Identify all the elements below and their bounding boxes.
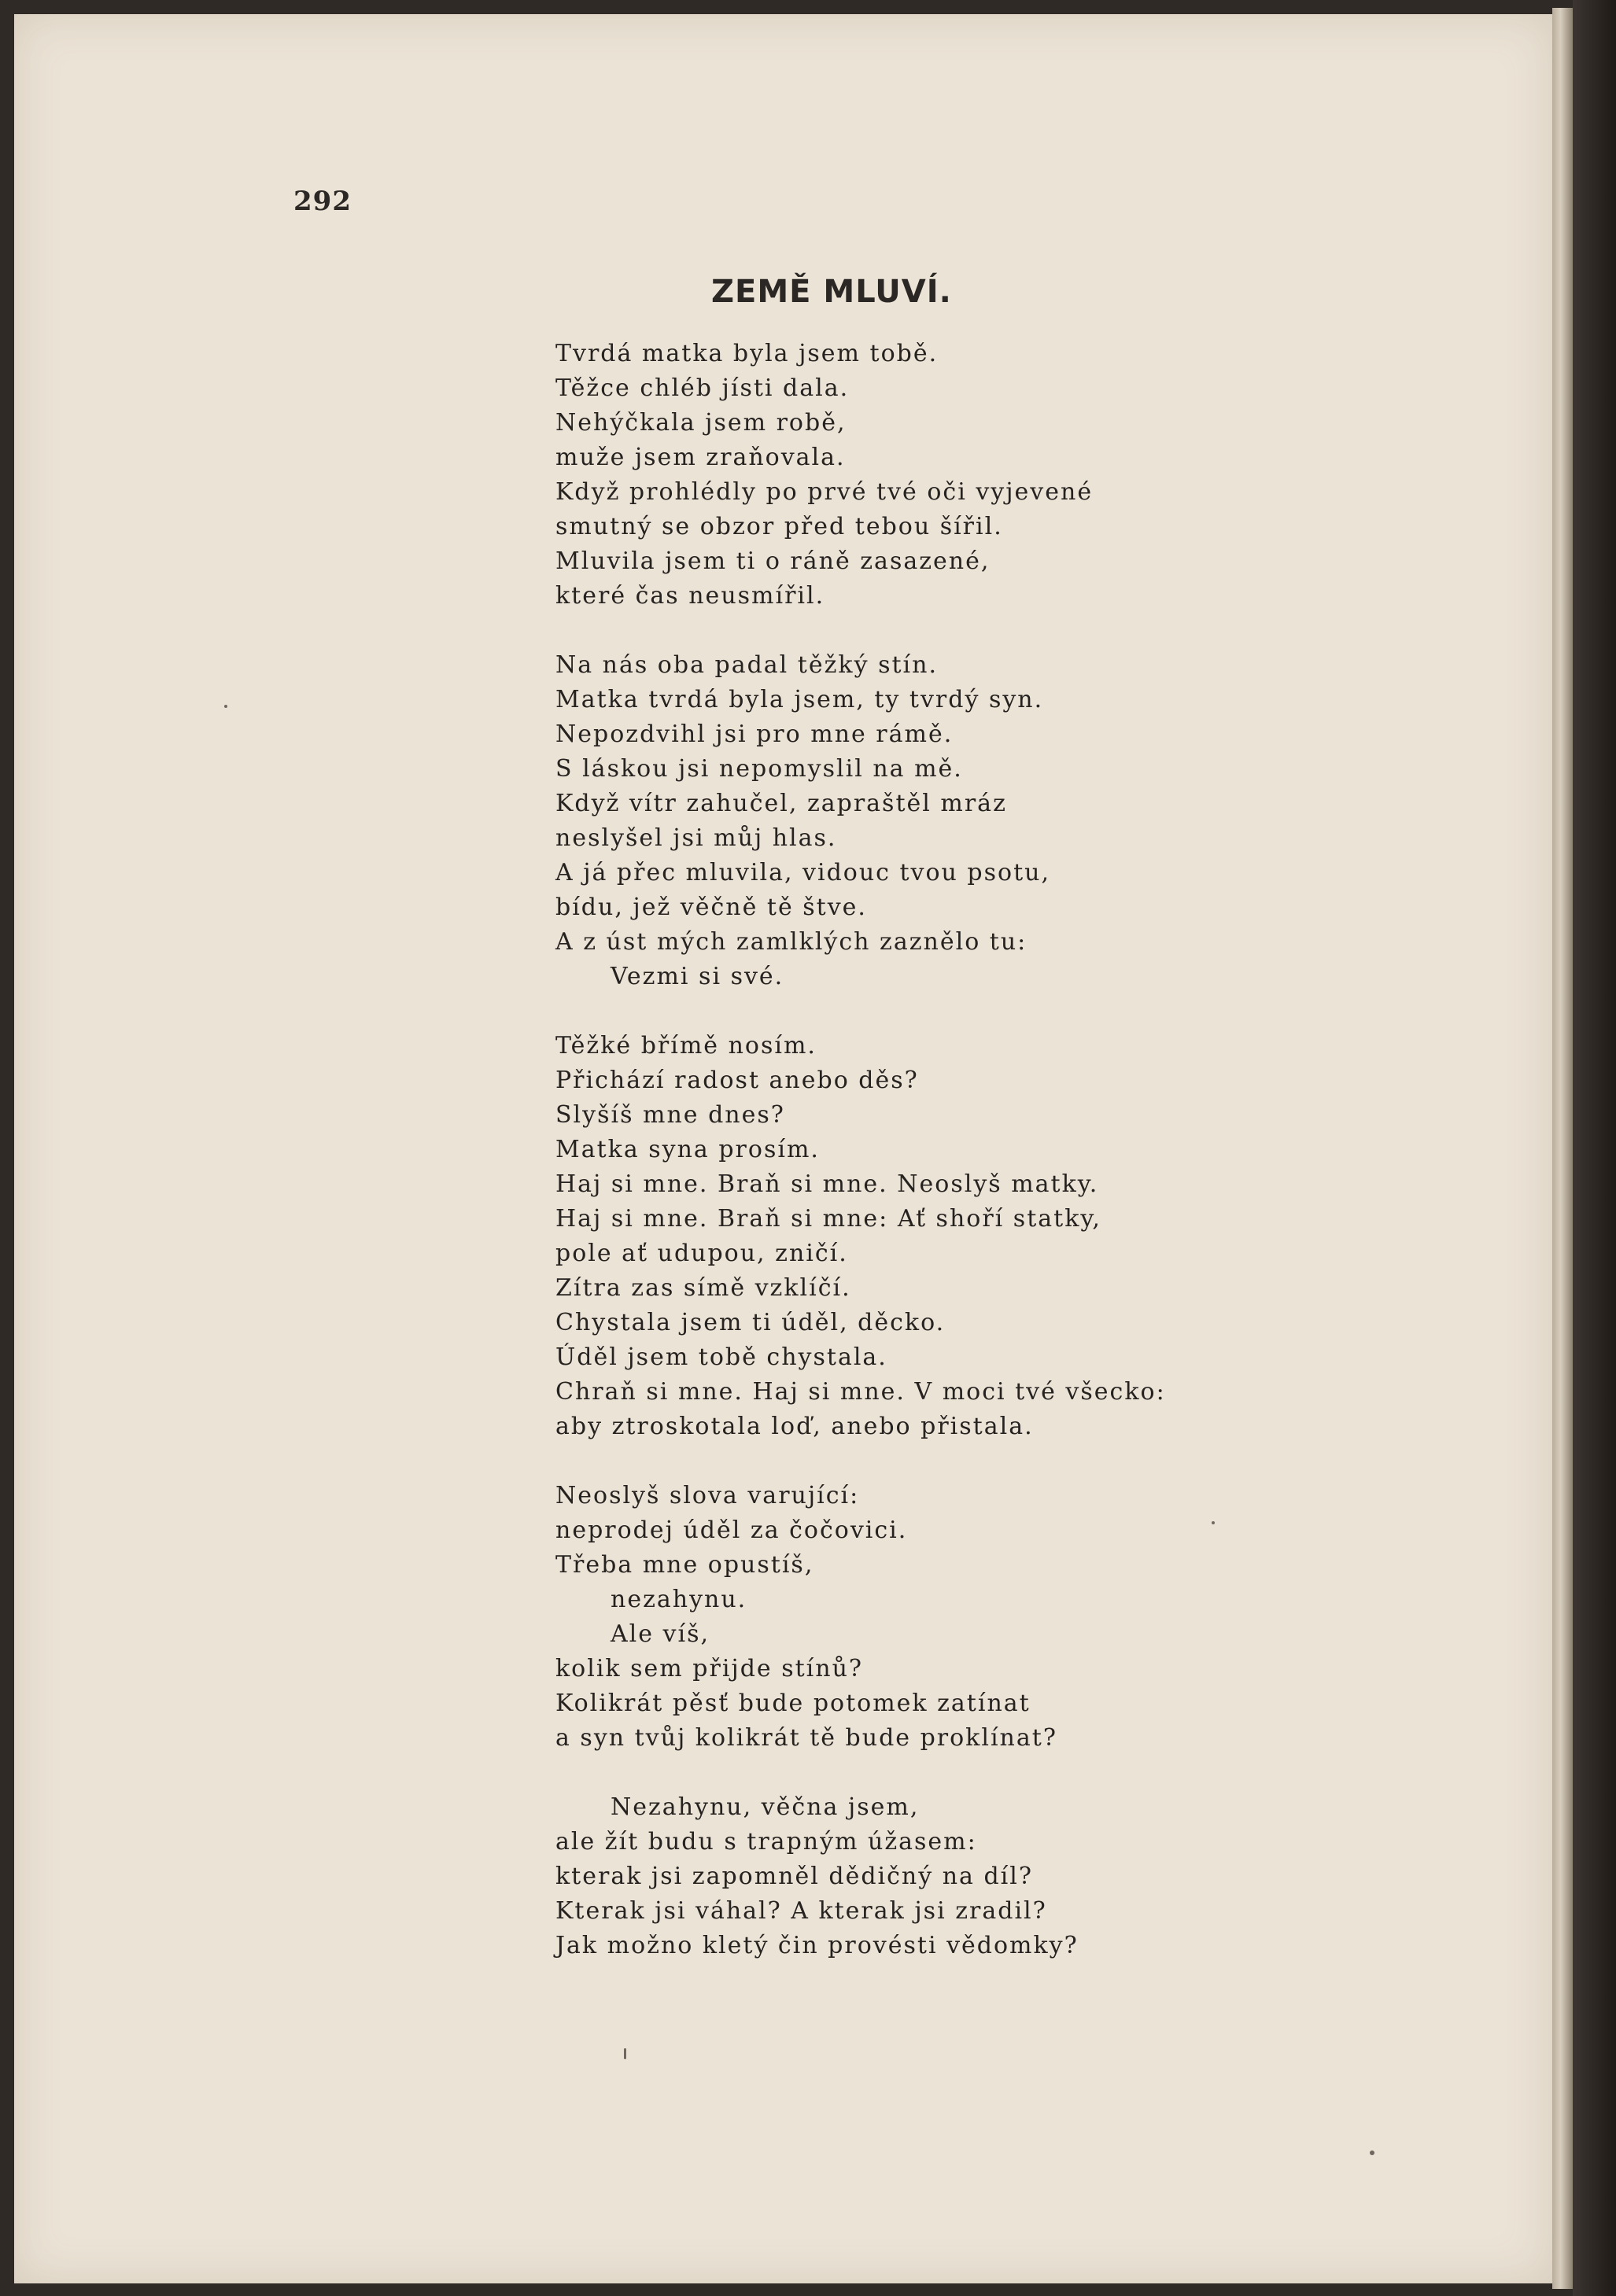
stanza	[555, 1029, 1166, 1444]
poem-line: bídu, jež věčně tě štve.	[555, 894, 867, 921]
stanza	[555, 1479, 1166, 1756]
poem-line: Mluvila jsem ti o ráně zasazené,	[555, 547, 991, 575]
poem-line: Kolikrát pěsť bude potomek zatínat	[555, 1690, 1031, 1717]
poem-line: ale žít budu s trapným úžasem:	[555, 1828, 977, 1856]
poem-line: a syn tvůj kolikrát tě bude proklínat?	[555, 1724, 1057, 1752]
poem-line: Tvrdá matka byla jsem tobě.	[555, 340, 939, 367]
poem-line: kolik sem přijde stínů?	[555, 1655, 863, 1682]
poem-line: Nepozdvihl jsi pro mne rámě.	[555, 720, 954, 748]
poem-line: Třeba mne opustíš,	[555, 1551, 814, 1579]
poem-line: Neoslyš slova varující:	[555, 1482, 860, 1509]
poem-line: Jak možno kletý čin provésti vědomky?	[555, 1932, 1079, 1959]
poem-line: A já přec mluvila, vidouc tvou psotu,	[555, 859, 1050, 886]
page-number: 292	[293, 186, 352, 217]
poem-line: Přichází radost anebo děs?	[555, 1067, 919, 1094]
poem-line: Chystala jsem ti úděl, děcko.	[555, 1309, 946, 1336]
stanza	[555, 1790, 1166, 1963]
poem-line: Úděl jsem tobě chystala.	[555, 1343, 887, 1371]
book-spine	[1573, 0, 1616, 2296]
paper-speck	[624, 2048, 626, 2059]
poem-line: nezahynu.	[611, 1586, 747, 1613]
poem-line: Haj si mne. Braň si mne: Ať shoří statky,	[555, 1205, 1101, 1233]
poem-line: S láskou jsi nepomyslil na mě.	[555, 755, 963, 783]
poem-line: Vezmi si své.	[611, 963, 784, 990]
poem-line: Haj si mne. Braň si mne. Neoslyš matky.	[555, 1170, 1099, 1198]
poem-line: pole ať udupou, zničí.	[555, 1240, 848, 1267]
poem-line: Nezahynu, věčna jsem,	[611, 1793, 920, 1821]
poem-line: muže jsem zraňovala.	[555, 444, 846, 471]
poem-line: Nehýčkala jsem robě,	[555, 409, 847, 437]
poem-line: které čas neusmířil.	[555, 582, 825, 610]
poem-line: Těžké břímě nosím.	[555, 1032, 817, 1060]
paper-speck	[1370, 2150, 1374, 2155]
stanza	[555, 648, 1166, 994]
poem-line: smutný se obzor před tebou šířil.	[555, 513, 1003, 540]
poem-line: neprodej úděl za čočovici.	[555, 1517, 908, 1544]
poem-line: A z úst mých zamlklých zaznělo tu:	[555, 928, 1028, 956]
poem-title: ZEMĚ MLUVÍ.	[711, 274, 952, 310]
poem-line: Těžce chléb jísti dala.	[555, 374, 850, 402]
poem-line: Když vítr zahučel, zapraštěl mráz	[555, 790, 1007, 817]
poem-line: Když prohlédly po prvé tvé oči vyjevené	[555, 478, 1094, 506]
page-edge	[1552, 8, 1573, 2289]
poem-line: aby ztroskotala loď, anebo přistala.	[555, 1413, 1034, 1440]
poem-line: Chraň si mne. Haj si mne. V moci tvé všecko:	[555, 1378, 1166, 1406]
poem-line: Na nás oba padal těžký stín.	[555, 651, 938, 679]
poem-line: Kterak jsi váhal? A kterak jsi zradil?	[555, 1897, 1047, 1925]
poem-line: neslyšel jsi můj hlas.	[555, 824, 837, 852]
poem-line: Matka syna prosím.	[555, 1136, 820, 1163]
poem-line: Matka tvrdá byla jsem, ty tvrdý syn.	[555, 686, 1044, 713]
poem-line: Slyšíš mne dnes?	[555, 1101, 785, 1129]
paper-speck	[1212, 1521, 1215, 1524]
poem-line: Ale víš,	[611, 1620, 710, 1648]
poem-body	[555, 337, 1166, 1998]
stanza	[555, 337, 1166, 614]
poem-line: Zítra zas símě vzklíčí.	[555, 1274, 851, 1302]
poem-line: kterak jsi zapomněl dědičný na díl?	[555, 1863, 1033, 1890]
paper-speck	[224, 705, 227, 708]
